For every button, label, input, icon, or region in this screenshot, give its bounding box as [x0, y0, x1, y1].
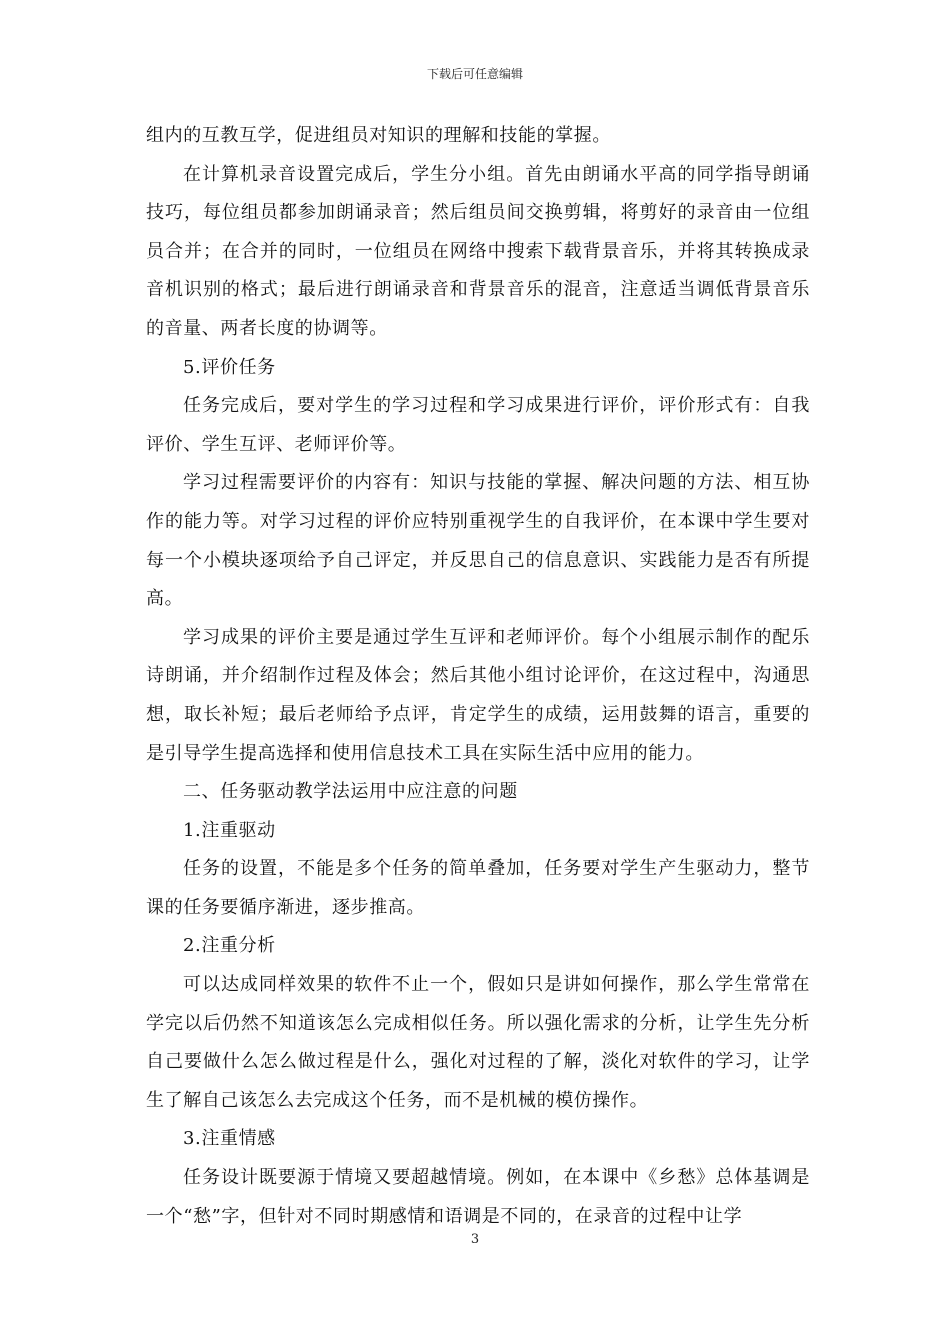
paragraph-6: 任务的设置，不能是多个任务的简单叠加，任务要对学生产生驱动力，整节课的任务要循序渐进，逐步推高。: [146, 858, 810, 918]
subheading-emotion: 3.注重情感: [183, 1128, 276, 1150]
paragraph-3: 任务完成后，要对学生的学习过程和学习成果进行评价，评价形式有：自我评价、学生互评、老师评价等。: [146, 395, 810, 455]
paragraph-7: 可以达成同样效果的软件不止一个，假如只是讲如何操作，那么学生常常在学完以后仍然不知道该怎么完成相似任务。所以强化需求的分析，让学生先分析自己要做什么怎么做过程是什么，强化对过程的了解，淡化对软件的学习，让学生了解自己该怎么去完成这个任务，而不是机械的模仿操作。: [146, 974, 810, 1111]
section-heading-evaluation: 5.评价任务: [183, 356, 276, 378]
paragraph-2: 在计算机录音设置完成后，学生分小组。首先由朗诵水平高的同学指导朗诵技巧，每位组员都参加朗诵录音；然后组员间交换剪辑，将剪好的录音由一位组员合并；在合并的同时，一位组员在网络中搜索下载背景音乐，并将其转换成录音机识别的格式；最后进行朗诵录音和背景音乐的混音，注意适当调低背景音乐的音量、两者长度的协调等。: [146, 163, 810, 339]
paragraph-4: 学习过程需要评价的内容有：知识与技能的掌握、解决问题的方法、相互协作的能力等。对学习过程的评价应特别重视学生的自我评价，在本课中学生要对每一个小模块逐项给予自己评定，并反思自己的信息意识、实践能力是否有所提高。: [146, 472, 810, 610]
document-body: [146, 117, 810, 1236]
page-number: 3: [470, 1232, 480, 1247]
paragraph-1: 组内的互教互学，促进组员对知识的理解和技能的掌握。: [146, 125, 611, 146]
paragraph-8: 任务设计既要源于情境又要超越情境。例如，在本课中《乡愁》总体基调是一个“愁”字，但针对不同时期感情和语调是不同的，在录音的过程中让学: [146, 1167, 810, 1227]
section-heading-problems: 二、任务驱动教学法运用中应注意的问题: [183, 781, 518, 803]
page-header: 下载后可任意编辑: [426, 67, 523, 81]
subheading-drive: 1.注重驱动: [183, 819, 276, 841]
paragraph-5: 学习成果的评价主要是通过学生互评和老师评价。每个小组展示制作的配乐诗朗诵，并介绍制作过程及体会；然后其他小组讨论评价，在这过程中，沟通思想，取长补短；最后老师给予点评，肯定学生的成绩，运用鼓舞的语言，重要的是引导学生提高选择和使用信息技术工具在实际生活中应用的能力。: [146, 626, 810, 764]
subheading-analysis: 2.注重分析: [183, 935, 276, 957]
